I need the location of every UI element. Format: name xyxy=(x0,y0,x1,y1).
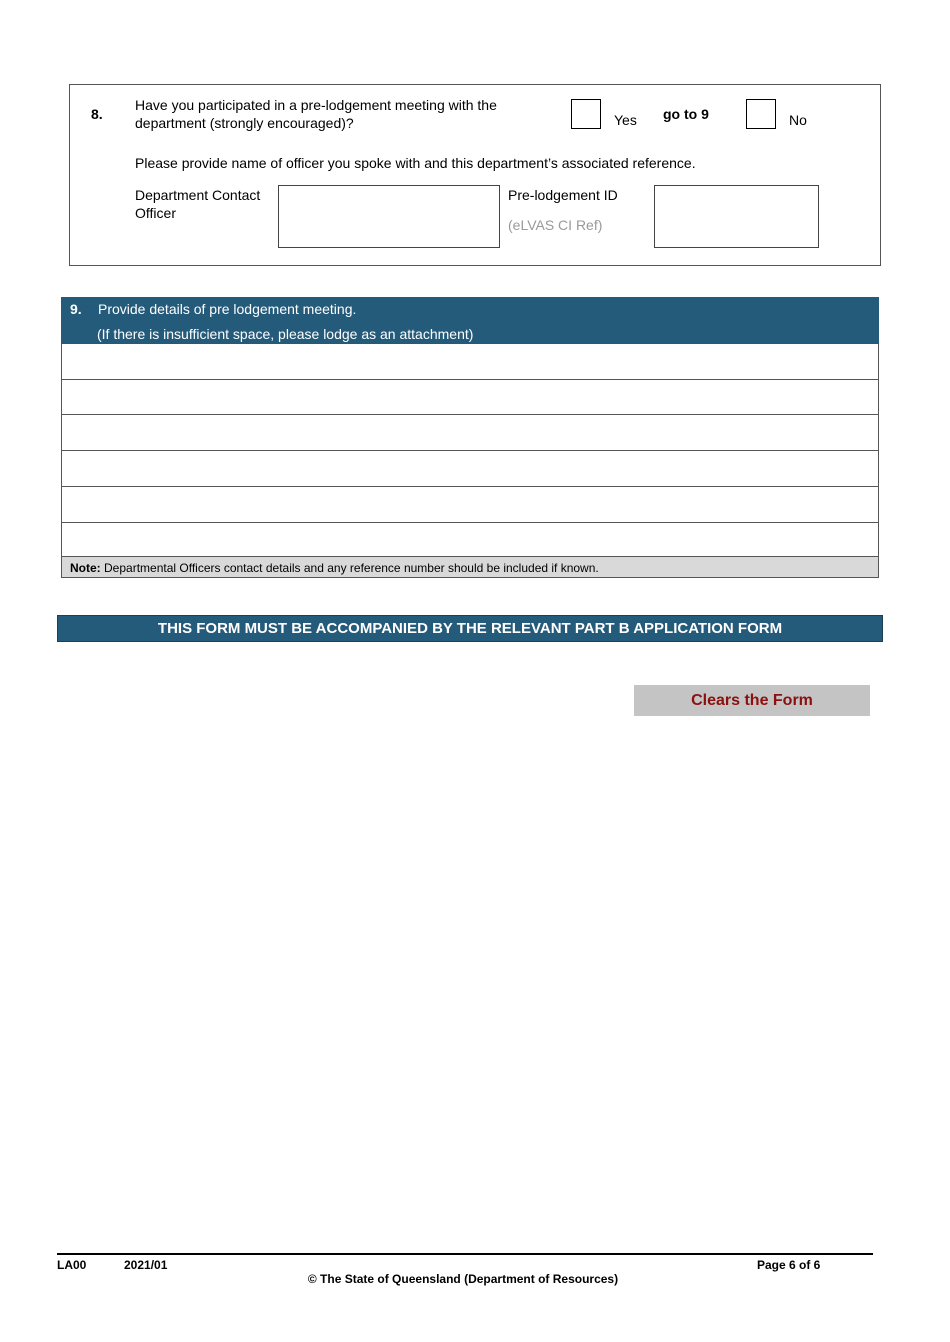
prelodgement-id-field[interactable] xyxy=(654,185,819,248)
form-code: LA00 xyxy=(57,1258,87,1272)
note-prefix: Note: xyxy=(70,561,101,575)
prelodgement-id-label: Pre-lodgement ID xyxy=(508,187,618,203)
question-9-title: Provide details of pre lodgement meeting. xyxy=(98,301,357,317)
form-version: 2021/01 xyxy=(124,1258,168,1272)
meeting-details-textarea[interactable] xyxy=(61,344,879,556)
no-checkbox[interactable] xyxy=(746,99,776,129)
clear-form-button[interactable]: Clears the Form xyxy=(634,685,870,716)
prelodgement-id-sublabel: (eLVAS CI Ref) xyxy=(508,217,603,233)
yes-label: Yes xyxy=(614,112,637,128)
question-8-text: Have you participated in a pre-lodgement meeting with the department (strongly encouraged)? xyxy=(135,97,497,131)
copyright: © The State of Queensland (Department of Resources) xyxy=(307,1272,619,1286)
ruled-line xyxy=(62,379,878,380)
officer-instruction: Please provide name of officer you spoke with and this department’s associated reference. xyxy=(135,155,696,171)
contact-officer-field[interactable] xyxy=(278,185,500,248)
question-number-9: 9. xyxy=(70,301,82,317)
note-bar xyxy=(61,556,879,578)
note-text: Departmental Officers contact details and any reference number should be included if known. xyxy=(100,561,599,575)
ruled-line xyxy=(62,450,878,451)
yes-checkbox[interactable] xyxy=(571,99,601,129)
ruled-line xyxy=(62,522,878,523)
question-number-8: 8. xyxy=(91,106,103,122)
ruled-line xyxy=(62,414,878,415)
go-to-9-label: go to 9 xyxy=(663,106,709,122)
contact-officer-label: Department Contact Officer xyxy=(135,187,261,221)
page-number: Page 6 of 6 xyxy=(757,1258,821,1272)
ruled-line xyxy=(62,486,878,487)
no-label: No xyxy=(789,112,807,128)
question-9-subtitle: (If there is insufficient space, please lodge as an attachment) xyxy=(97,326,474,342)
footer-rule xyxy=(57,1253,873,1255)
part-b-banner: THIS FORM MUST BE ACCOMPANIED BY THE RELEVANT PART B APPLICATION FORM xyxy=(57,615,883,642)
